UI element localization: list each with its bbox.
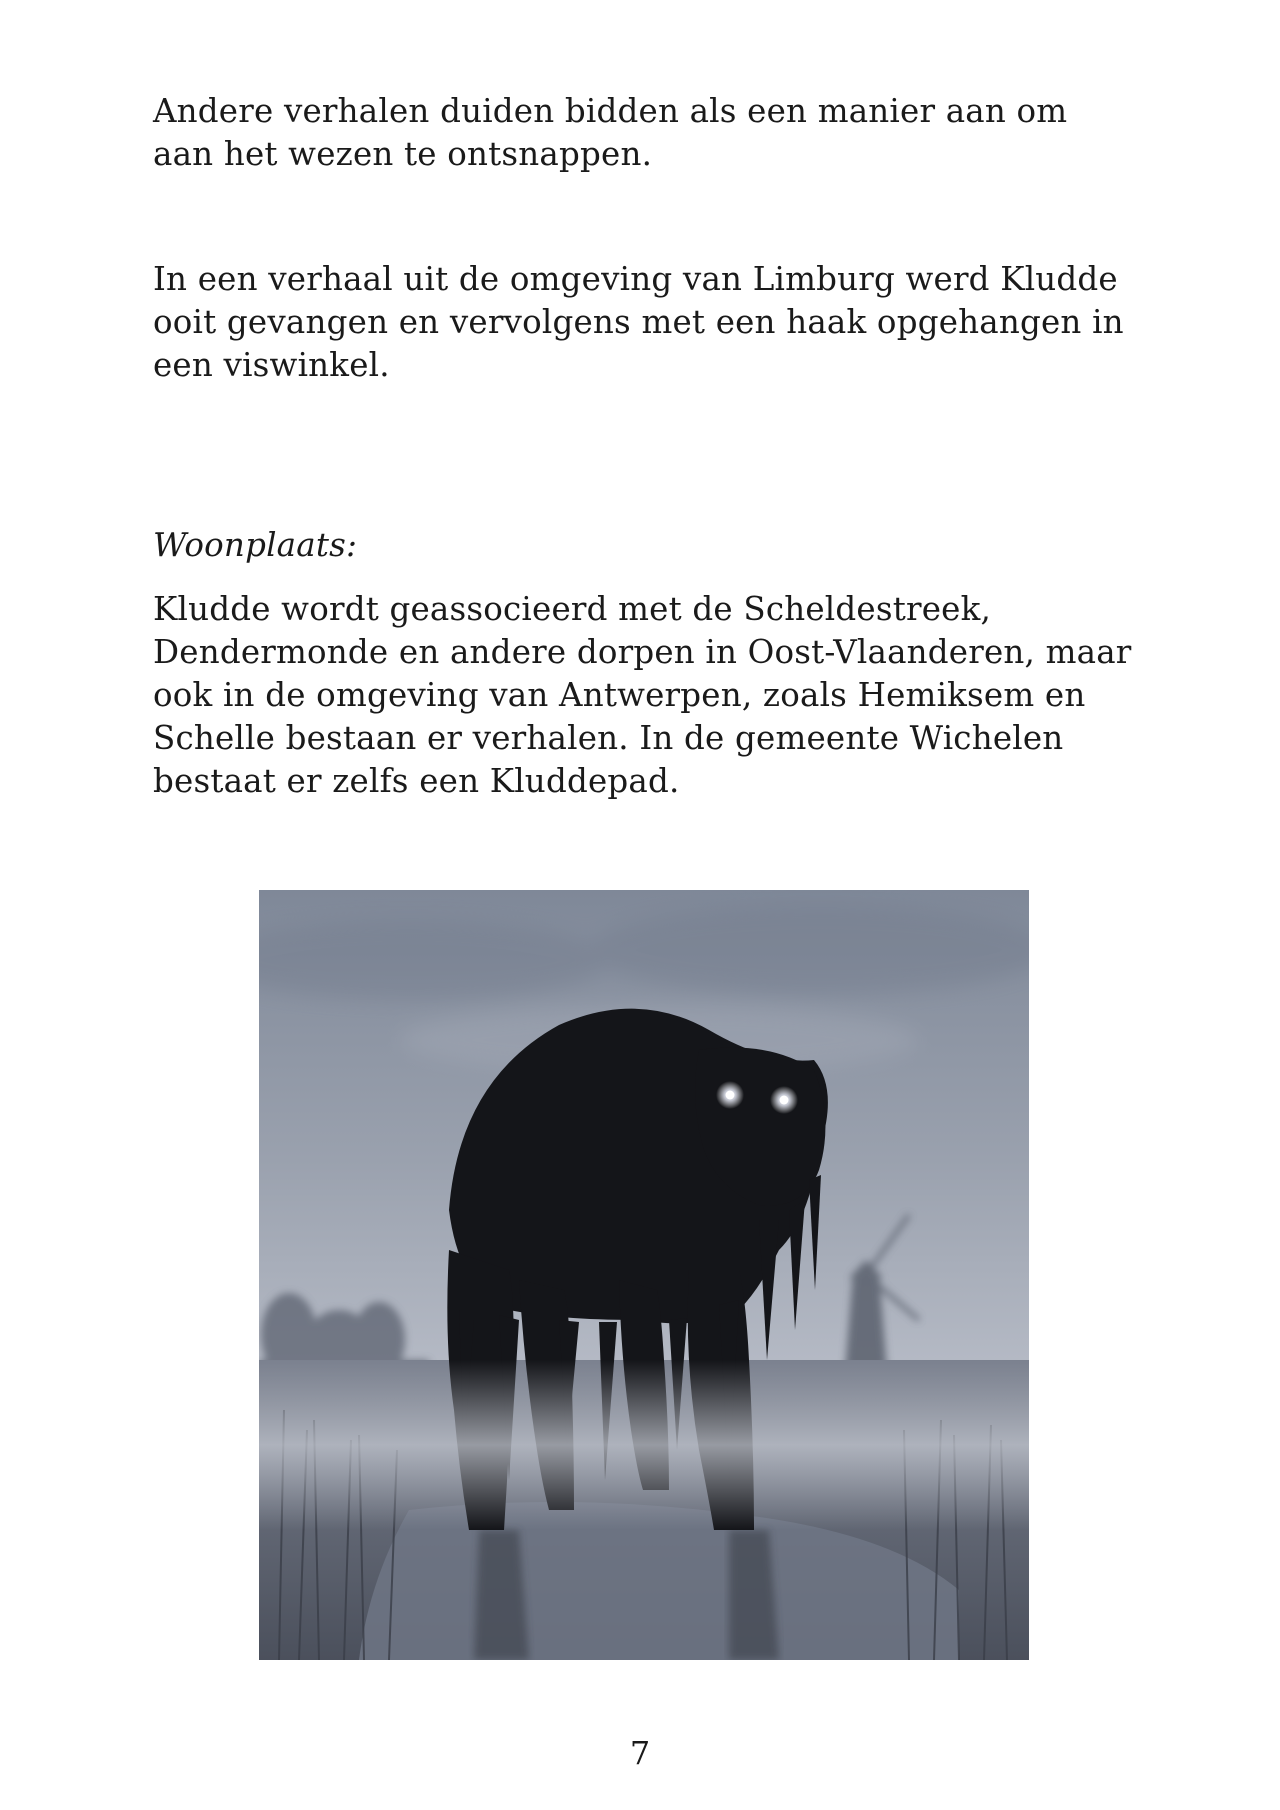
- paragraph-woonplaats: Kludde wordt geassocieerd met de Scheldestreek, Dendermonde en andere dorpen in Oost-Vlaanderen, maar ook in de omgeving van Antwerpen, zoals Hemiksem en Schelle bestaan er verhalen. In de gemeente Wichelen bestaat er zelfs een Kluddepad.: [153, 590, 1132, 800]
- fog: [259, 1360, 1029, 1530]
- page-number: 7: [629, 1734, 651, 1772]
- paragraph-prayer: Andere verhalen duiden bidden als een manier aan om aan het wezen te ontsnappen.: [153, 92, 1068, 173]
- section-heading-woonplaats: Woonplaats:: [153, 526, 358, 564]
- paragraph-limburg: In een verhaal uit de omgeving van Limburg werd Kludde ooit gevangen en vervolgens met een haak opgehangen in een viswinkel.: [153, 260, 1124, 384]
- kludde-creature-image: [259, 890, 1029, 1660]
